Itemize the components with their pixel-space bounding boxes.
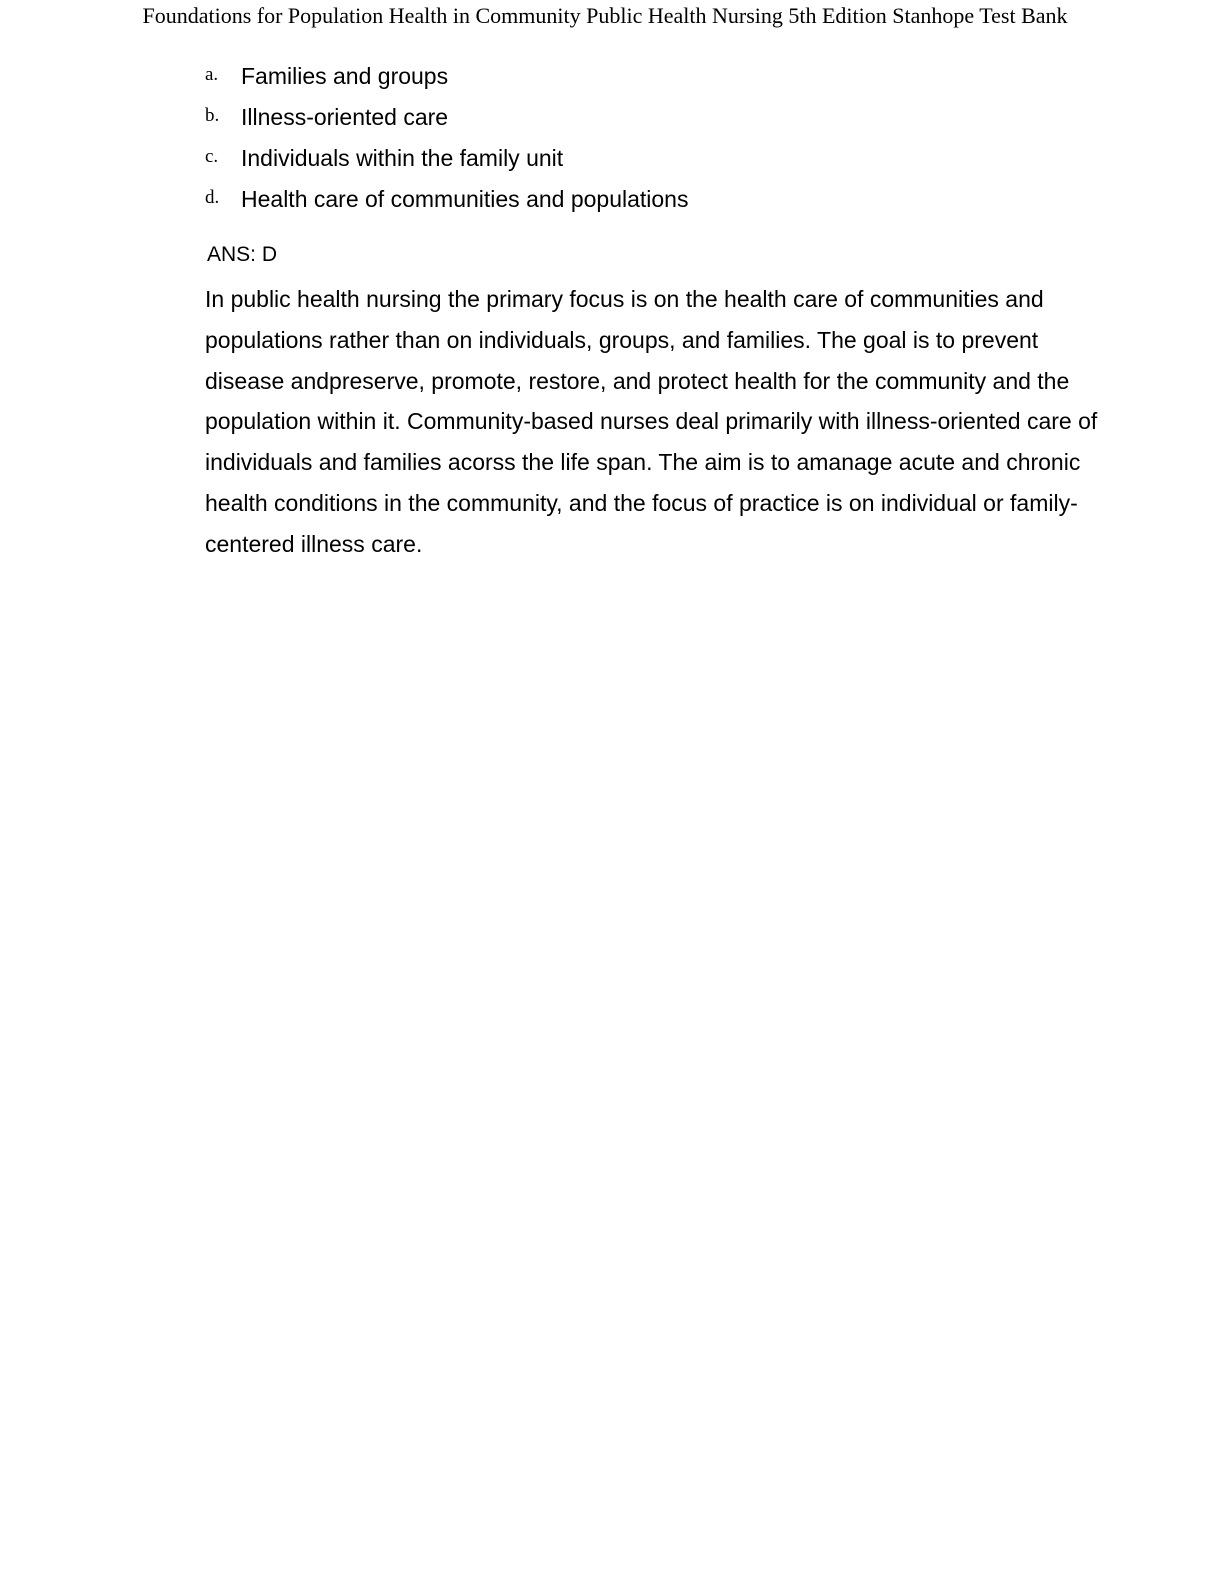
option-text: Illness-oriented care <box>241 104 449 130</box>
option-letter: b. <box>205 105 220 126</box>
answer-option-d <box>205 183 688 224</box>
option-text: Families and groups <box>241 63 449 89</box>
option-letter: d. <box>205 187 220 208</box>
option-text: Health care of communities and populations <box>241 186 689 212</box>
answer-rationale: In public health nursing the primary focus is on the health care of communities and populations rather than on individuals, groups, and families. The goal is to prevent disease andpreserve, promote, restore, and protect health for the community and the population within it. Community-based nurses deal primarily with illness-oriented care of individuals and families acorss the life span. The aim is to amanage acute and chronic health conditions in the community, and the focus of practice is on individual or family-centered illness care. <box>205 286 1098 557</box>
page-header-title: Foundations for Population Health in Community Public Health Nursing 5th Edition Stanhope Test Bank <box>142 3 1068 28</box>
option-letter: a. <box>205 64 219 85</box>
option-text: Individuals within the family unit <box>241 145 564 171</box>
answer-options-list <box>205 60 688 224</box>
answer-option-b <box>205 101 688 142</box>
answer-option-c <box>205 142 688 183</box>
option-letter: c. <box>205 146 219 167</box>
answer-option-a <box>205 60 688 101</box>
answer-key: ANS: D <box>207 243 278 266</box>
